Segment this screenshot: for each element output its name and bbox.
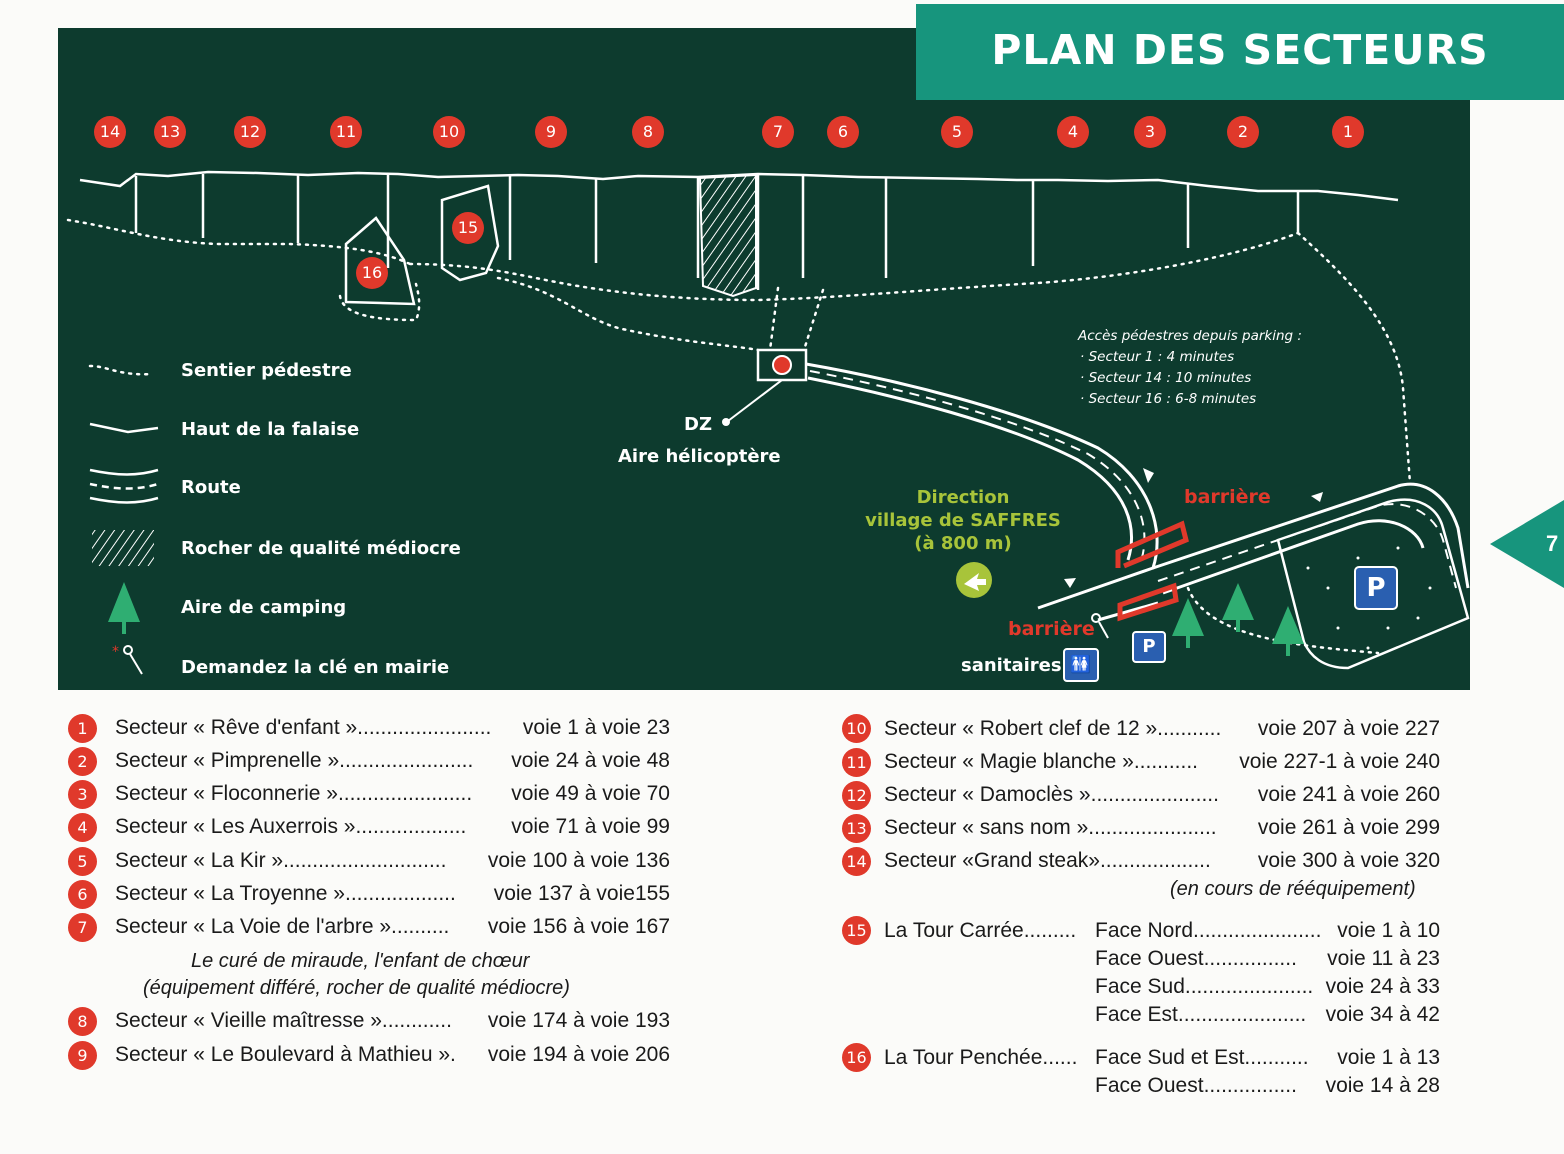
reequipment-note: (en cours de rééquipement): [1170, 878, 1416, 900]
list-badge: 4: [68, 813, 97, 842]
key-icon: [124, 646, 142, 674]
list-badge: 16: [842, 1043, 871, 1072]
legend-rock-label: Rocher de qualité médiocre: [181, 538, 461, 559]
svg-text:*: *: [112, 644, 119, 660]
leader-dots: ......................: [1177, 1003, 1307, 1026]
sector-routes: voie 156 à voie 167: [487, 915, 670, 938]
face-row: [1095, 975, 1440, 999]
face-row: [1095, 1003, 1440, 1027]
legend-cliff-label: Haut de la falaise: [181, 419, 360, 440]
leader-dots: ................: [1203, 1074, 1297, 1097]
sector-name: Secteur « Vieille maîtresse »: [115, 1009, 382, 1032]
tower-marker-16: 16: [356, 257, 388, 289]
leader-dots: .......................: [337, 782, 473, 805]
title-banner: [916, 4, 1564, 100]
barrier-label-bottom: barrière: [1008, 618, 1095, 640]
list-item: [884, 816, 1440, 840]
list-item: [115, 1043, 670, 1067]
sector-name: Secteur « Les Auxerrois »: [115, 815, 356, 838]
leader-dots: ..........: [391, 915, 450, 938]
list-item: [115, 749, 670, 773]
sector-marker-2: 2: [1227, 116, 1259, 148]
leader-dots: ............................: [283, 849, 447, 872]
cliff-line-icon: [90, 424, 158, 432]
leader-dots: ...........: [1133, 750, 1199, 773]
sector-name: Secteur « La Kir »: [115, 849, 284, 872]
leader-dots: ......: [1042, 1046, 1078, 1069]
toilets-icon: 🚻: [1063, 648, 1099, 682]
list-item: [115, 716, 670, 740]
sector-routes: voie 261 à voie 299: [1257, 816, 1440, 839]
tower-marker-15: 15: [452, 212, 484, 244]
access-item: · Secteur 16 : 6-8 minutes: [1080, 391, 1257, 407]
leader-dots: ................: [1203, 947, 1297, 970]
tree-icon: [108, 582, 140, 634]
list-item: [115, 849, 670, 873]
tower-name: [884, 1046, 1077, 1070]
list-item: [115, 915, 670, 939]
leader-dots: .........: [1023, 919, 1077, 942]
list-badge: 5: [68, 847, 97, 876]
sector-marker-9: 9: [535, 116, 567, 148]
helicopter-label: Aire hélicoptère: [618, 446, 781, 467]
leader-dots: ............: [381, 1009, 452, 1032]
list-badge: 14: [842, 847, 871, 876]
parking-icon-small: P: [1132, 631, 1166, 663]
sector-routes: voie 194 à voie 206: [487, 1043, 670, 1066]
leader-dots: .: [450, 1043, 456, 1066]
leader-dots: .......................: [357, 716, 492, 739]
hatch-icon: [92, 530, 154, 566]
list-item: [115, 782, 670, 806]
list-badge: 9: [68, 1041, 97, 1070]
legend-camping-label: Aire de camping: [181, 597, 347, 618]
list-badge: 6: [68, 880, 97, 909]
list-badge: 13: [842, 814, 871, 843]
list-badge: 8: [68, 1007, 97, 1036]
list-item: [115, 815, 670, 839]
sector-name: Secteur « Magie blanche »: [884, 750, 1134, 773]
face-routes: voie 1 à 10: [1337, 919, 1440, 942]
direction-line-1: Direction: [916, 487, 1010, 508]
sector-name: Secteur « Robert clef de 12 »: [884, 717, 1158, 740]
sector-marker-11: 11: [330, 116, 362, 148]
sector-marker-8: 8: [632, 116, 664, 148]
camping-tree-icons: [1172, 583, 1304, 656]
face-name: Face Ouest: [1095, 1074, 1204, 1097]
helipad-icon: [773, 356, 791, 374]
sector-routes: voie 174 à voie 193: [487, 1009, 670, 1032]
sector-routes: voie 49 à voie 70: [511, 782, 670, 805]
list-item: [884, 783, 1440, 807]
access-times: [1078, 326, 1302, 410]
list-badge: 12: [842, 781, 871, 810]
sector-name: Secteur « La Voie de l'arbre »: [115, 915, 392, 938]
list-item: [884, 750, 1440, 774]
sector-routes: voie 1 à voie 23: [522, 716, 670, 739]
leader-dots: ...................: [345, 882, 456, 905]
note-line-2: (équipement différé, rocher de qualité médiocre): [143, 977, 570, 999]
access-item: · Secteur 1 : 4 minutes: [1080, 349, 1235, 365]
tower-title: La Tour Penchée: [884, 1046, 1043, 1069]
leader-dots: .......................: [339, 749, 474, 772]
list-badge: 2: [68, 747, 97, 776]
list-item: [884, 849, 1440, 873]
face-row: [1095, 1046, 1440, 1070]
face-name: Face Est: [1095, 1003, 1178, 1026]
access-item: · Secteur 14 : 10 minutes: [1080, 370, 1252, 386]
sector-routes: voie 207 à voie 227: [1257, 717, 1440, 740]
sector-marker-6: 6: [827, 116, 859, 148]
leader-dots: ......................: [1090, 783, 1219, 806]
face-routes: voie 14 à 28: [1325, 1074, 1440, 1097]
leader-dots: ...................: [355, 815, 467, 838]
sector-routes: voie 241 à voie 260: [1257, 783, 1440, 806]
face-row: [1095, 1074, 1440, 1098]
list-badge: 3: [68, 780, 97, 809]
leader-dots: ...........: [1157, 717, 1222, 740]
face-row: [1095, 919, 1440, 943]
sector-marker-12: 12: [234, 116, 266, 148]
direction-line-3: (à 800 m): [914, 533, 1012, 554]
list-item: [115, 882, 670, 906]
legend-icons: [88, 358, 160, 678]
list-badge: 1: [68, 714, 97, 743]
list-item: [884, 717, 1440, 741]
sector-marker-10: 10: [433, 116, 465, 148]
legend-path-label: Sentier pédestre: [181, 360, 352, 381]
barrier-label-top: barrière: [1184, 486, 1271, 508]
tower-title: La Tour Carrée: [884, 919, 1024, 942]
tower-name: [884, 919, 1076, 943]
sector-routes: voie 71 à voie 99: [511, 815, 670, 838]
leader-dots: ......................: [1088, 816, 1217, 839]
dotted-path-icon: [90, 366, 152, 374]
dz-label: DZ: [684, 414, 712, 435]
sector-name: Secteur « Rêve d'enfant »: [115, 716, 358, 739]
access-title: Accès pédestres depuis parking :: [1078, 328, 1302, 344]
page-title: PLAN DES SECTEURS: [991, 26, 1489, 74]
sector-map: [58, 28, 1470, 690]
face-name: Face Ouest: [1095, 947, 1204, 970]
face-name: Face Nord: [1095, 919, 1194, 942]
sector-routes: voie 137 à voie155: [493, 882, 670, 905]
sector-name: Secteur « Damoclès »: [884, 783, 1091, 806]
sector-marker-7: 7: [762, 116, 794, 148]
sector-routes: voie 300 à voie 320: [1257, 849, 1440, 872]
leader-dots: ......................: [1184, 975, 1314, 998]
legend-road-label: Route: [181, 477, 241, 498]
list-badge: 7: [68, 913, 97, 942]
sector-marker-4: 4: [1057, 116, 1089, 148]
sector-marker-5: 5: [941, 116, 973, 148]
road-icon: [90, 470, 158, 503]
sector-marker-13: 13: [154, 116, 186, 148]
mediocre-rock-zone: [700, 175, 756, 296]
leader-dots: ...........: [1244, 1046, 1309, 1069]
sector-name: Secteur « Floconnerie »: [115, 782, 338, 805]
list-badge: 15: [842, 916, 871, 945]
sector-name: Secteur «Grand steak»: [884, 849, 1100, 872]
sector-name: Secteur « La Troyenne »: [115, 882, 345, 905]
note-line-1: Le curé de miraude, l'enfant de chœur: [191, 950, 530, 972]
direction-label: [858, 486, 1068, 555]
face-routes: voie 1 à 13: [1337, 1046, 1440, 1069]
face-name: Face Sud: [1095, 975, 1185, 998]
parking-icon-large: P: [1354, 566, 1398, 610]
list-item: [115, 1009, 670, 1033]
face-row: [1095, 947, 1440, 971]
sector-routes: voie 100 à voie 136: [487, 849, 670, 872]
sector-marker-3: 3: [1134, 116, 1166, 148]
sanitaires-label: sanitaires: [961, 655, 1062, 676]
leader-dots: ......................: [1193, 919, 1322, 942]
sector-marker-14: 14: [94, 116, 126, 148]
face-name: Face Sud et Est: [1095, 1046, 1245, 1069]
direction-line-2: village de SAFFRES: [865, 510, 1061, 531]
sector-name: Secteur « Pimprenelle »: [115, 749, 340, 772]
legend-key-label: Demandez la clé en mairie: [181, 657, 450, 678]
list-badge: 11: [842, 748, 871, 777]
face-routes: voie 34 à 42: [1325, 1003, 1440, 1026]
sector-name: Secteur « Le Boulevard à Mathieu »: [115, 1043, 451, 1066]
list-badge: 10: [842, 714, 871, 743]
sector-name: Secteur « sans nom »: [884, 816, 1089, 839]
face-routes: voie 11 à 23: [1327, 947, 1440, 970]
page-number: 7: [1546, 531, 1559, 556]
leader-dots: ...................: [1099, 849, 1211, 872]
face-routes: voie 24 à 33: [1325, 975, 1440, 998]
sector-routes: voie 227-1 à voie 240: [1239, 750, 1440, 773]
sector-routes: voie 24 à voie 48: [511, 749, 670, 772]
sector-marker-1: 1: [1332, 116, 1364, 148]
